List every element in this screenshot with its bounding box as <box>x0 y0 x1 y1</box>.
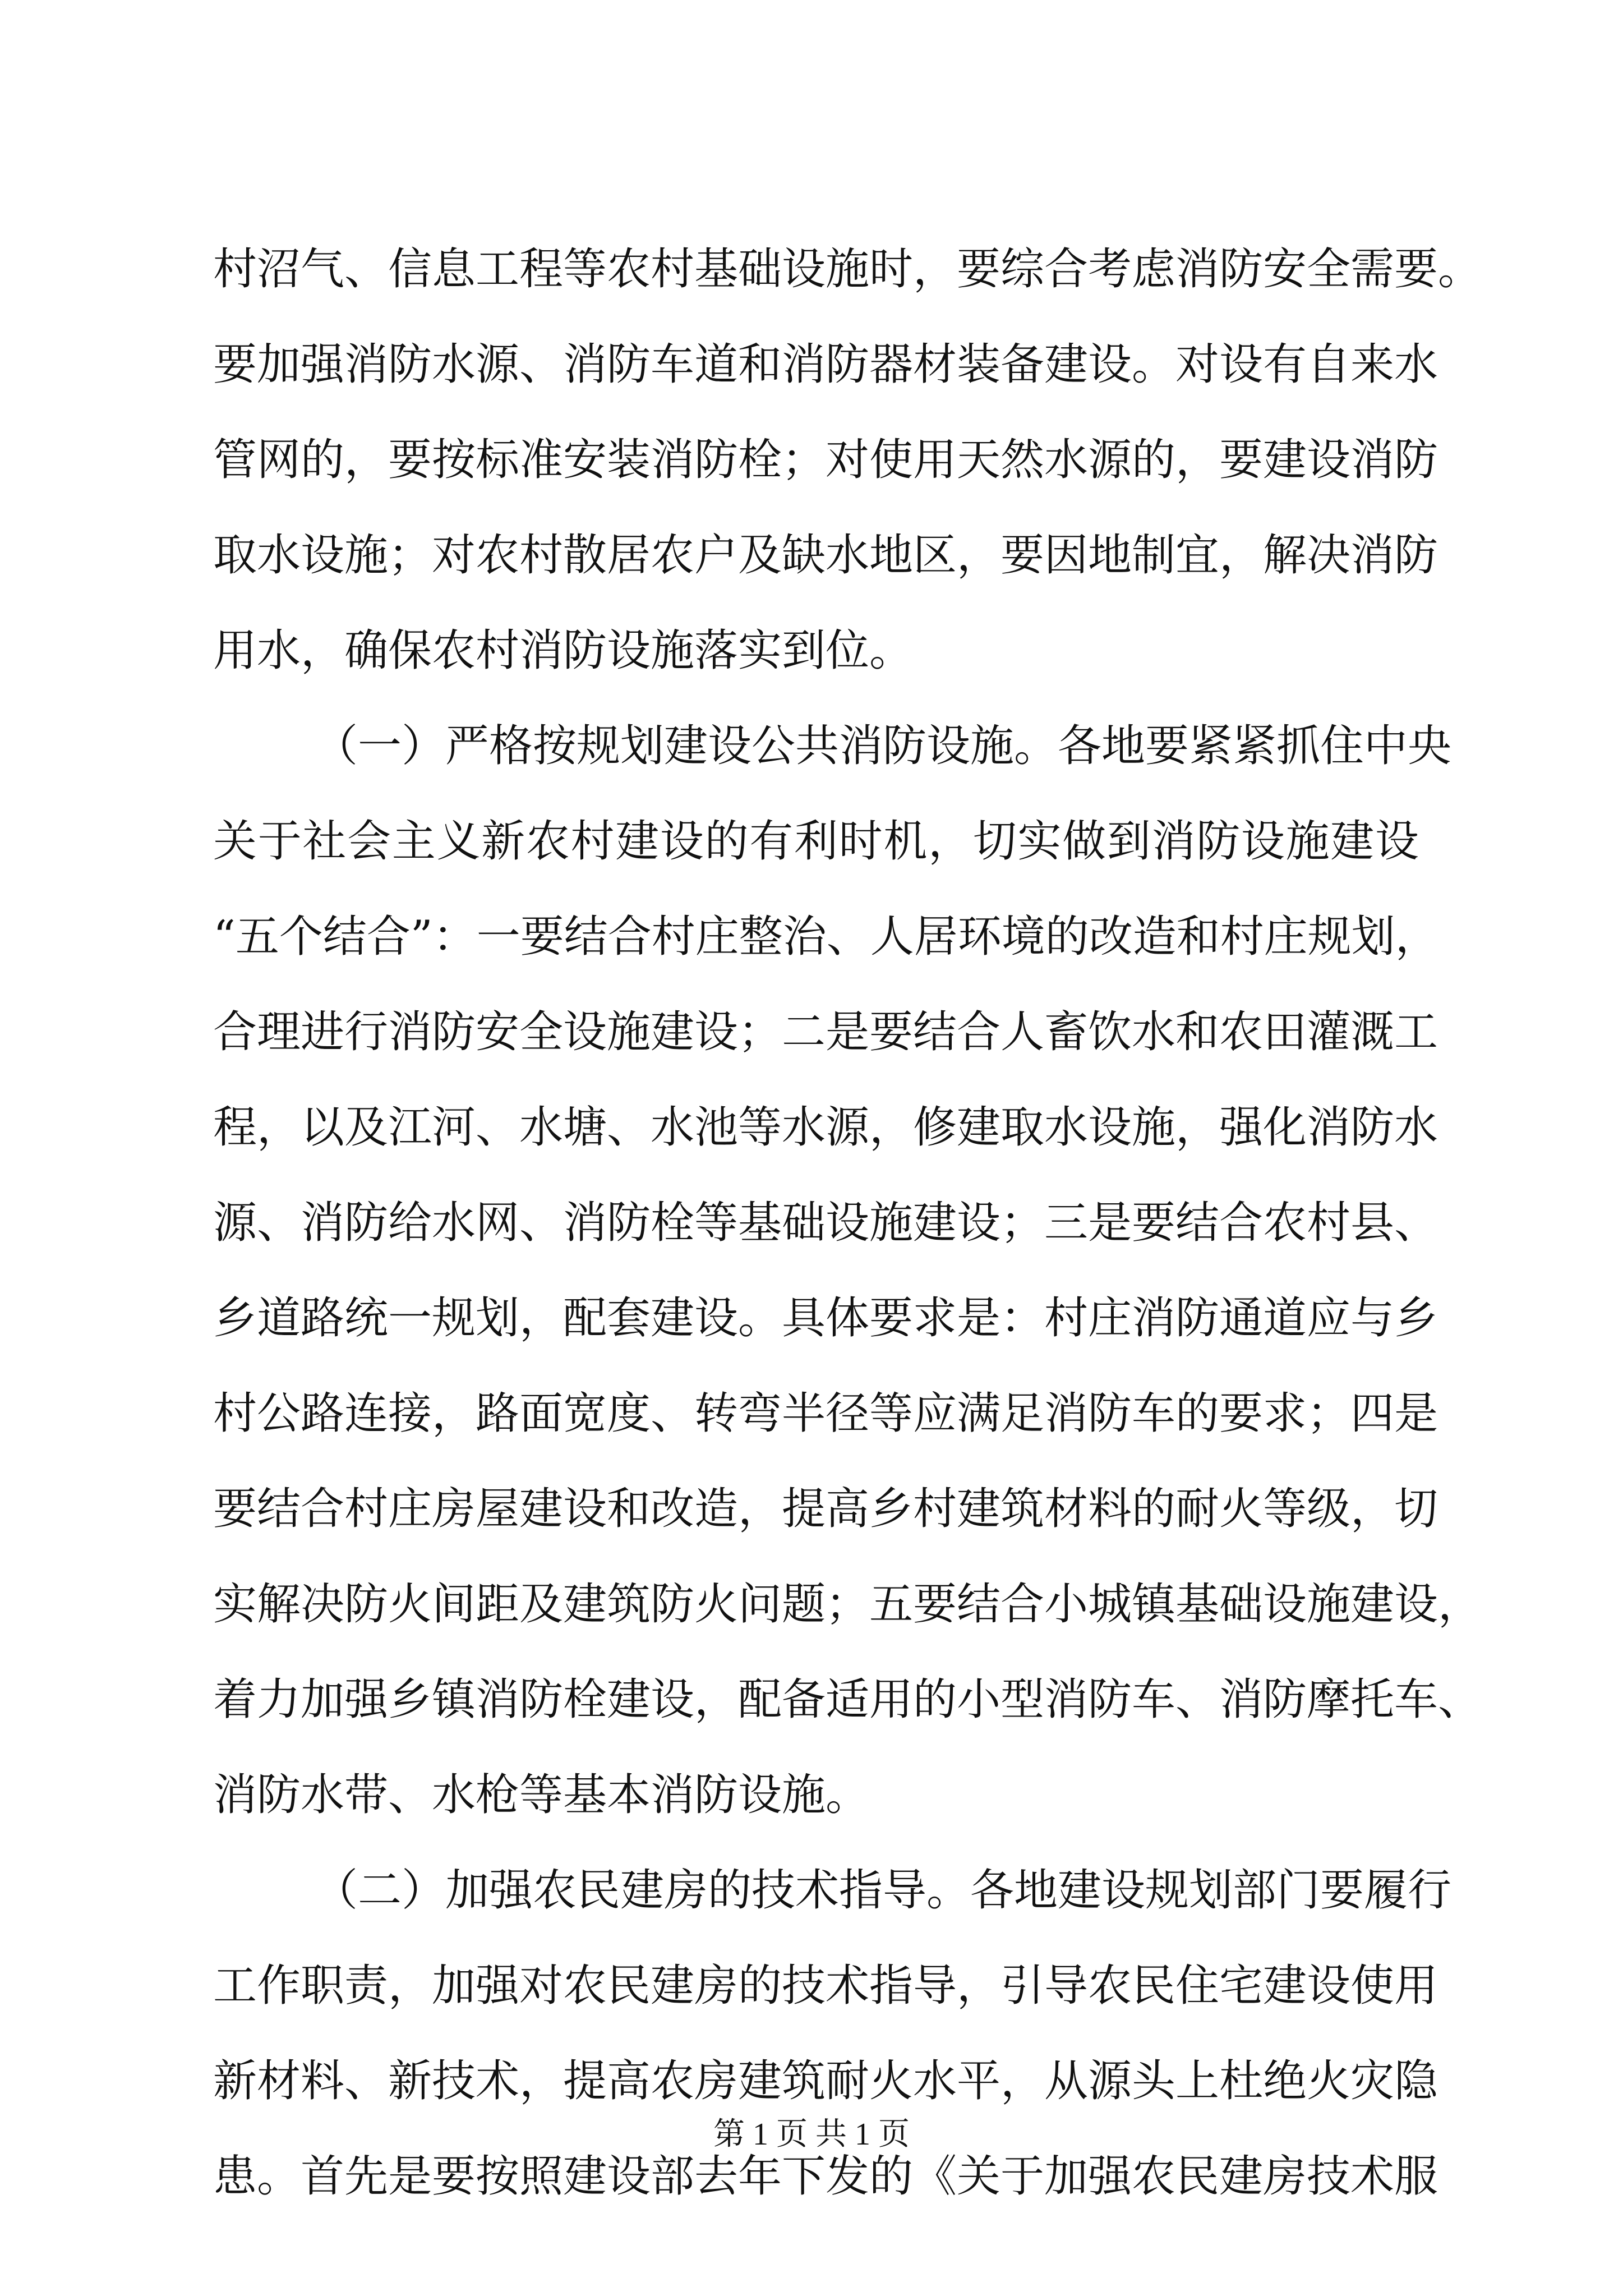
text-line: 要加强消防水源、消防车道和消防器材装备建设。对设有自来水 <box>213 339 1438 390</box>
text-line: 合理进行消防安全设施建设；二是要结合人畜饮水和农田灌溉工 <box>213 1007 1438 1057</box>
text-line: 程，以及江河、水塘、水池等水源，修建取水设施，强化消防水 <box>213 1102 1438 1153</box>
text-line: 消防水带、水枪等基本消防设施。 <box>213 1770 870 1820</box>
text-line: 村公路连接，路面宽度、转弯半径等应满足消防车的要求；四是 <box>213 1388 1438 1439</box>
text-line: 患。首先是要按照建设部去年下发的《关于加强农民建房技术服 <box>213 2151 1438 2202</box>
text-line: 要结合村庄房屋建设和改造，提高乡村建筑材料的耐火等级，切 <box>213 1484 1438 1534</box>
section-heading-line: （二）加强农民建房的技术指导。各地建设规划部门要履行 <box>314 1865 1452 1916</box>
text-line: 取水设施；对农村散居农户及缺水地区，要因地制宜，解决消防 <box>213 530 1438 581</box>
text-line: 村沼气、信息工程等农村基础设施时，要综合考虑消防安全需要。 <box>213 244 1482 295</box>
text-line: 乡道路统一规划，配套建设。具体要求是：村庄消防通道应与乡 <box>213 1293 1438 1343</box>
section-heading-line: （一）严格按规划建设公共消防设施。各地要紧紧抓住中央 <box>314 721 1452 771</box>
text-line: 着力加强乡镇消防栓建设，配备适用的小型消防车、消防摩托车、 <box>213 1674 1482 1725</box>
text-line: 实解决防火间距及建筑防火问题；五要结合小城镇基础设施建设， <box>213 1579 1482 1630</box>
text-line: “五个结合”：一要结合村庄整治、人居环境的改造和村庄规划， <box>213 912 1439 962</box>
text-line: 关于社会主义新农村建设的有利时机，切实做到消防设施建设 <box>213 816 1419 867</box>
text-line: 源、消防给水网、消防栓等基础设施建设；三是要结合农村县、 <box>213 1198 1438 1248</box>
text-line: 工作职责，加强对农民建房的技术指导，引导农民住宅建设使用 <box>213 1961 1438 2011</box>
text-line: 用水，确保农村消防设施落实到位。 <box>213 625 914 676</box>
text-line: 管网的，要按标准安装消防栓；对使用天然水源的，要建设消防 <box>213 435 1438 485</box>
page-number-footer: 第 1 页 共 1 页 <box>713 2117 910 2152</box>
text-line: 新材料、新技术，提高农房建筑耐火水平，从源头上杜绝火灾隐 <box>213 2056 1438 2106</box>
document-body <box>213 222 1482 2224</box>
